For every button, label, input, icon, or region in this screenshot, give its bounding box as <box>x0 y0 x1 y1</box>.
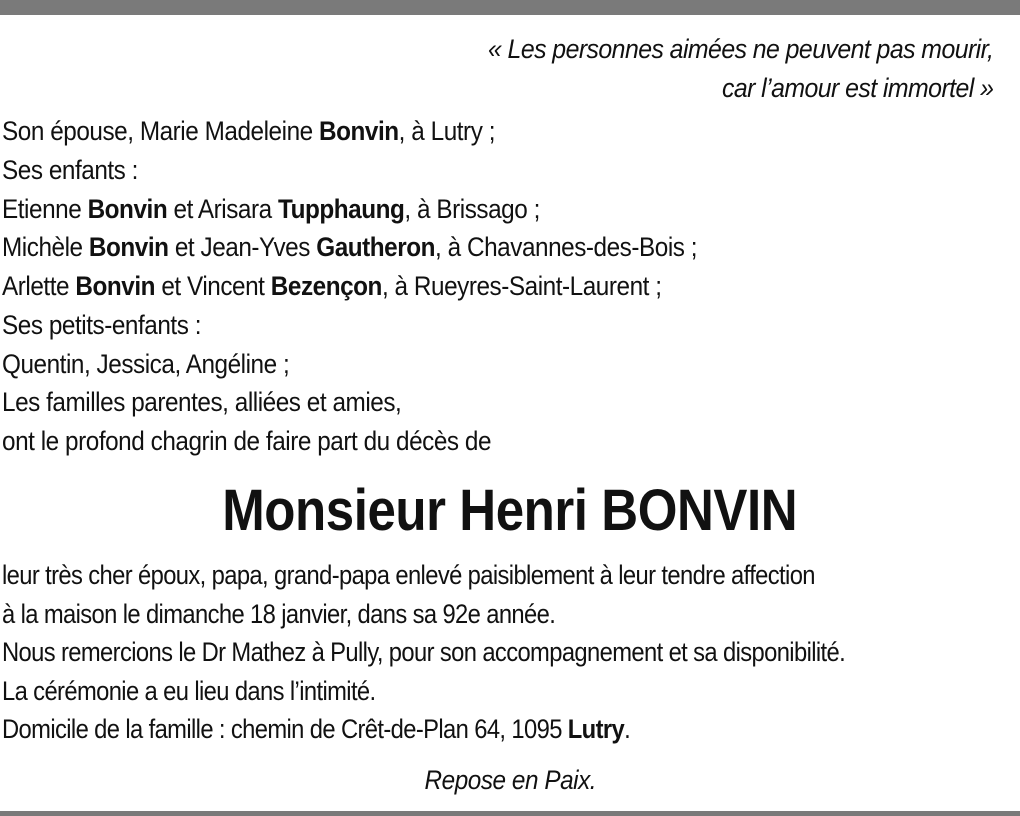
quote-line-1: « Les personnes aimées ne peuvent pas mourir, <box>487 34 993 64</box>
address-text: Domicile de la famille : chemin de Crêt-de-Plan 64, 1095 <box>2 714 568 745</box>
quote-line-2: car l’amour est immortel » <box>721 73 993 103</box>
spouse-line <box>2 112 697 151</box>
spouse-surname: Bonvin <box>319 116 399 146</box>
child-first-name: Michèle <box>2 232 89 263</box>
partner-surname: Bezençon <box>270 271 382 301</box>
spouse-text: Son épouse, Marie Madeleine <box>2 116 320 146</box>
child-surname: Bonvin <box>75 271 156 301</box>
grandchildren-heading: Ses petits-enfants : <box>2 309 202 340</box>
details-line-1: leur très cher époux, papa, grand-papa enlevé paisiblement à leur tendre affection <box>2 560 815 590</box>
bottom-border-rule <box>0 811 1020 816</box>
partner-first-name: et Arisara <box>167 193 278 224</box>
epigraph-quote <box>488 30 993 108</box>
address-line <box>2 710 845 749</box>
child-place: , à Brissago ; <box>404 193 540 224</box>
child-first-name: Arlette <box>2 271 76 301</box>
closing-phrase <box>0 760 1020 800</box>
child-surname: Bonvin <box>88 232 169 263</box>
deceased-name <box>0 474 1020 548</box>
address-period: . <box>624 714 631 745</box>
announcement-line: ont le profond chagrin de faire part du décès de <box>2 426 492 456</box>
address-city: Lutry <box>567 714 625 745</box>
details-block <box>2 556 845 749</box>
details-line-2: à la maison le dimanche 18 janvier, dans sa 92e année. <box>2 598 556 629</box>
thanks-line: Nous remercions le Dr Mathez à Pully, pour son accompagnement et sa disponibilité. <box>2 637 846 668</box>
top-border-rule <box>0 0 1020 15</box>
children-heading: Ses enfants : <box>2 154 138 185</box>
relatives-line: Les familles parentes, alliées et amies, <box>2 387 402 418</box>
ceremony-line: La cérémonie a eu lieu dans l’intimité. <box>2 675 376 706</box>
grandchildren-names: Quentin, Jessica, Angéline ; <box>2 348 290 379</box>
partner-surname: Gautheron <box>316 232 436 263</box>
deceased-name-text: Monsieur Henri BONVIN <box>222 478 798 543</box>
partner-first-name: et Jean-Yves <box>168 232 317 263</box>
child-place: , à Rueyres-Saint-Laurent ; <box>381 271 662 301</box>
child-line <box>2 228 697 267</box>
child-line <box>2 267 697 306</box>
partner-first-name: et Vincent <box>155 271 271 301</box>
child-first-name: Etienne <box>2 193 88 224</box>
child-surname: Bonvin <box>87 193 168 224</box>
partner-surname: Tupphaung <box>277 193 405 224</box>
child-line <box>2 190 697 229</box>
child-place: , à Chavannes-des-Bois ; <box>435 232 698 263</box>
closing-text: Repose en Paix. <box>424 765 596 795</box>
family-list <box>2 112 697 461</box>
spouse-place: , à Lutry ; <box>398 116 496 146</box>
